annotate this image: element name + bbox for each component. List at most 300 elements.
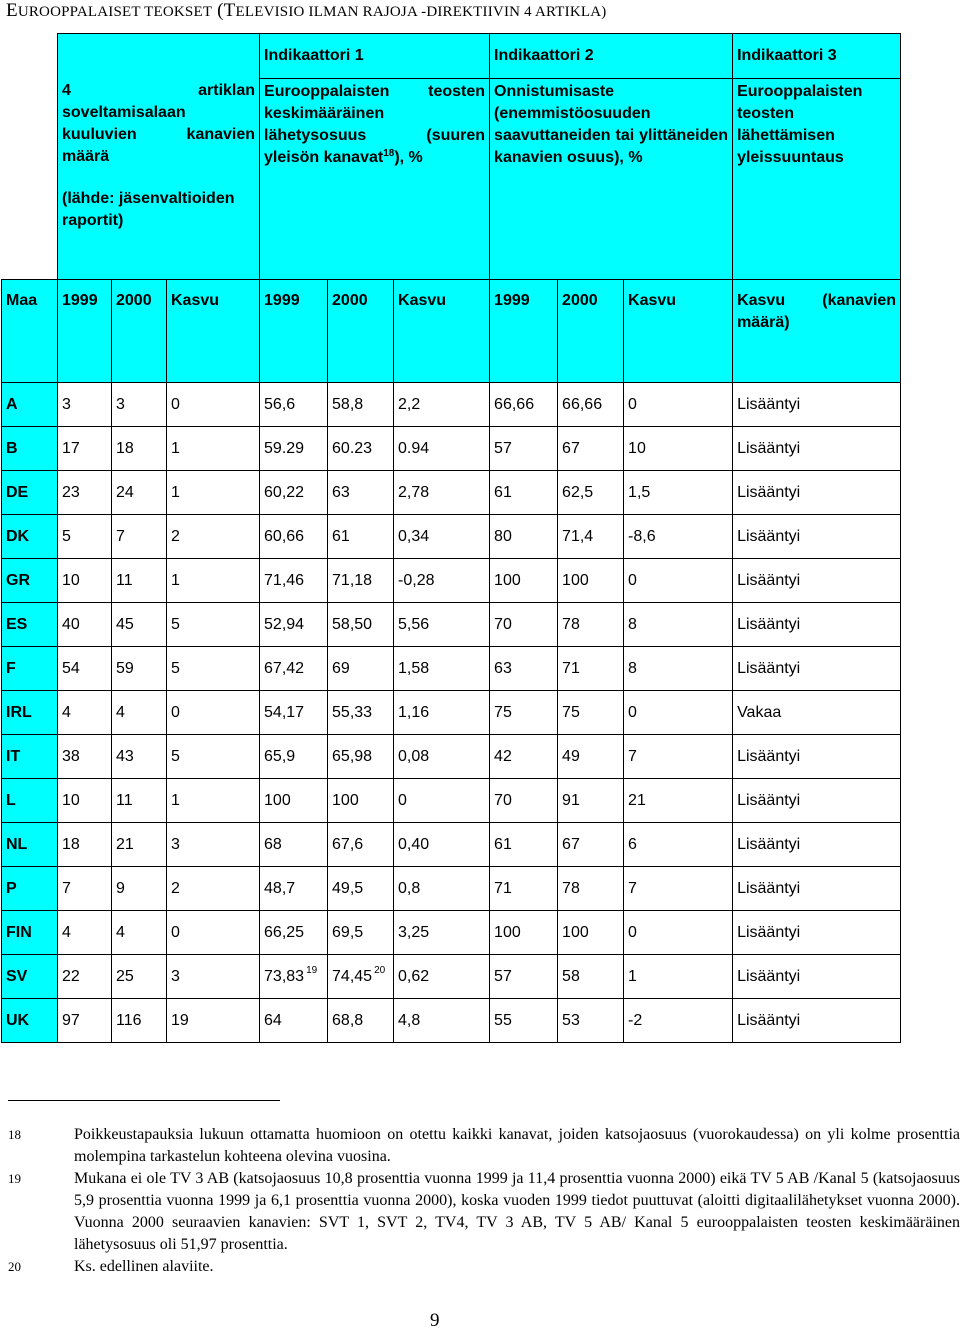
ind1-1999-value: 60,22 [264, 484, 305, 501]
ind2-1999-value: 42 [494, 748, 512, 765]
ind3-trend-value: Lisääntyi [737, 836, 801, 853]
channels-1999-cell [58, 823, 112, 867]
country-value: IT [6, 748, 21, 765]
ind2-2000-value: 100 [562, 924, 589, 941]
ind2-2000-cell [558, 911, 624, 955]
ind1-1999-cell [260, 911, 328, 955]
ind1-1999-value: 48,7 [264, 880, 296, 897]
ind1-kasvu-value: 0,08 [398, 748, 430, 765]
channels-kasvu-cell [167, 471, 260, 515]
ind1-2000-cell [328, 867, 394, 911]
ind1-kasvu-value: 2,2 [398, 396, 421, 413]
ind3-trend-cell [733, 515, 901, 559]
ind1-kasvu-cell [394, 427, 490, 471]
channels-1999-cell [58, 515, 112, 559]
ind1-1999-value: 73,83 [264, 968, 305, 985]
country-value: NL [6, 836, 28, 853]
channels-1999-value: 97 [62, 1012, 80, 1029]
ind1-2000-cell [328, 603, 394, 647]
channels-1999-value: 17 [62, 440, 80, 457]
ind2-kasvu-value: 1 [628, 968, 637, 985]
ind3-trend-cell [733, 427, 901, 471]
country-value: SV [6, 968, 28, 985]
ind1-1999-value: 59.29 [264, 440, 305, 457]
ind1-2000-value: 55,33 [332, 704, 373, 721]
footnote-number: 19 [8, 1171, 21, 1186]
ind1-kasvu-value: 0,40 [398, 836, 430, 853]
ind1-2000-value: 58,8 [332, 396, 364, 413]
channels-2000-cell [112, 691, 167, 735]
subheader-kasvu: Kasvu [167, 280, 260, 383]
ind1-kasvu-value: 1,16 [398, 704, 430, 721]
channels-1999-cell [58, 955, 112, 999]
ind1-1999-value: 66,25 [264, 924, 305, 941]
channels-2000-value: 21 [116, 836, 134, 853]
ind2-1999-value: 100 [494, 924, 521, 941]
ind1-1999-cell [260, 427, 328, 471]
ind2-1999-value: 66,66 [494, 396, 535, 413]
ind2-1999-cell [490, 867, 558, 911]
subheader-2000: 2000 [328, 280, 394, 383]
channels-kasvu-value: 2 [171, 880, 180, 897]
ind3-trend-cell [733, 999, 901, 1043]
ind2-kasvu-value: 6 [628, 836, 637, 853]
ind2-kasvu-cell [624, 955, 733, 999]
ind2-kasvu-cell [624, 779, 733, 823]
channels-kasvu-cell [167, 911, 260, 955]
channels-kasvu-cell [167, 735, 260, 779]
channels-2000-cell [112, 735, 167, 779]
ind3-trend-value: Lisääntyi [737, 924, 801, 941]
table-row [2, 603, 901, 647]
ind1-kasvu-cell [394, 735, 490, 779]
page-number: 9 [430, 1310, 440, 1331]
ind2-2000-cell [558, 427, 624, 471]
country-cell [2, 603, 58, 647]
ind1-2000-value: 63 [332, 484, 350, 501]
ind1-2000-cell [328, 383, 394, 427]
channels-kasvu-cell [167, 999, 260, 1043]
channels-2000-cell [112, 779, 167, 823]
ind2-kasvu-value: 1,5 [628, 484, 651, 501]
ind1-kasvu-cell [394, 691, 490, 735]
ind1-kasvu-cell [394, 383, 490, 427]
ind2-kasvu-cell [624, 999, 733, 1043]
ind1-kasvu-value: 0,34 [398, 528, 430, 545]
country-value: L [6, 792, 16, 809]
ind3-trend-value: Lisääntyi [737, 792, 801, 809]
ind1-1999-value: 100 [264, 792, 291, 809]
channels-2000-value: 45 [116, 616, 134, 633]
ind1-kasvu-cell [394, 471, 490, 515]
ind1-1999-cell [260, 559, 328, 603]
ind2-kasvu-cell [624, 471, 733, 515]
channels-kasvu-value: 0 [171, 704, 180, 721]
channels-2000-value: 4 [116, 924, 125, 941]
country-cell [2, 999, 58, 1043]
ind1-kasvu-cell [394, 559, 490, 603]
footnote-text: Ks. edellinen alaviite. [74, 1258, 214, 1275]
ind3-trend-value: Lisääntyi [737, 396, 801, 413]
ind2-1999-cell [490, 911, 558, 955]
ind2-1999-value: 57 [494, 968, 512, 985]
country-value: FIN [6, 924, 32, 941]
ind2-2000-value: 100 [562, 572, 589, 589]
table-row [2, 691, 901, 735]
channels-kasvu-value: 19 [171, 1012, 189, 1029]
ind3-trend-cell [733, 955, 901, 999]
ind1-2000-value: 49,5 [332, 880, 364, 897]
ind2-kasvu-value: -8,6 [628, 528, 656, 545]
ind2-kasvu-value: 8 [628, 616, 637, 633]
country-value: B [6, 440, 18, 457]
ind2-2000-value: 71 [562, 660, 580, 677]
ind1-2000-cell [328, 647, 394, 691]
channels-kasvu-cell [167, 559, 260, 603]
channels-1999-cell [58, 471, 112, 515]
ind2-kasvu-value: 10 [628, 440, 646, 457]
ind2-kasvu-value: 0 [628, 396, 637, 413]
channels-2000-value: 11 [116, 792, 133, 809]
ind3-trend-value: Lisääntyi [737, 1012, 801, 1029]
channels-kasvu-cell [167, 779, 260, 823]
channels-1999-value: 40 [62, 616, 80, 633]
country-cell [2, 867, 58, 911]
subheader-row [2, 280, 901, 383]
ind1-1999-cell [260, 823, 328, 867]
ind2-1999-value: 70 [494, 792, 512, 809]
ind2-1999-value: 63 [494, 660, 512, 677]
indicator-title-row [2, 34, 901, 79]
ind1-2000-cell [328, 515, 394, 559]
channels-1999-value: 54 [62, 660, 80, 677]
country-cell [2, 691, 58, 735]
ind2-kasvu-cell [624, 383, 733, 427]
channels-kasvu-cell [167, 691, 260, 735]
ind2-kasvu-value: 0 [628, 572, 637, 589]
ind1-1999-value: 52,94 [264, 616, 305, 633]
channels-kasvu-value: 3 [171, 968, 180, 985]
ind2-2000-cell [558, 691, 624, 735]
channels-2000-cell [112, 471, 167, 515]
country-cell [2, 383, 58, 427]
channels-kasvu-value: 0 [171, 396, 180, 413]
indicator-2-title: Indikaattori 2 [490, 34, 733, 79]
channels-2000-cell [112, 911, 167, 955]
ind2-kasvu-value: 8 [628, 660, 637, 677]
ind2-1999-cell [490, 515, 558, 559]
channels-1999-cell [58, 779, 112, 823]
subheader-2000: 2000 [112, 280, 167, 383]
table-row [2, 383, 901, 427]
ind2-kasvu-cell [624, 691, 733, 735]
channels-2000-value: 9 [116, 880, 125, 897]
ind2-kasvu-cell [624, 427, 733, 471]
ind1-1999-value: 71,46 [264, 572, 305, 589]
channels-kasvu-value: 5 [171, 660, 180, 677]
country-cell [2, 647, 58, 691]
channels-kasvu-cell [167, 383, 260, 427]
channels-kasvu-cell [167, 427, 260, 471]
channels-2000-cell [112, 383, 167, 427]
table-row [2, 823, 901, 867]
table-row [2, 779, 901, 823]
channel-count-header [58, 34, 260, 280]
ind2-kasvu-cell [624, 867, 733, 911]
ind1-kasvu-cell [394, 603, 490, 647]
country-value: GR [6, 572, 30, 589]
ind2-kasvu-cell [624, 603, 733, 647]
ind1-kasvu-cell [394, 823, 490, 867]
ind3-trend-cell [733, 691, 901, 735]
channels-1999-cell [58, 559, 112, 603]
ind2-kasvu-value: 7 [628, 748, 637, 765]
footnote-ref: 20 [374, 965, 386, 976]
ind1-2000-cell [328, 559, 394, 603]
empty-corner-cell [2, 34, 58, 280]
ind2-2000-value: 78 [562, 616, 580, 633]
ind1-1999-cell [260, 603, 328, 647]
ind3-trend-cell [733, 471, 901, 515]
subheader-kasvu: Kasvu [624, 280, 733, 383]
channels-1999-value: 10 [62, 792, 80, 809]
ind2-1999-value: 61 [494, 836, 512, 853]
ind2-2000-cell [558, 383, 624, 427]
channels-1999-value: 38 [62, 748, 80, 765]
ind1-kasvu-value: 4,8 [398, 1012, 421, 1029]
footnote-rule [8, 1100, 280, 1101]
subheader-1999: 1999 [260, 280, 328, 383]
channels-kasvu-cell [167, 515, 260, 559]
ind2-2000-value: 49 [562, 748, 580, 765]
channels-1999-cell [58, 999, 112, 1043]
ind2-kasvu-cell [624, 911, 733, 955]
channels-1999-cell [58, 867, 112, 911]
ind3-trend-value: Lisääntyi [737, 880, 801, 897]
ind1-kasvu-value: 0,8 [398, 880, 421, 897]
ind1-1999-cell [260, 779, 328, 823]
table-row [2, 559, 901, 603]
channels-1999-value: 4 [62, 924, 71, 941]
subheader-maa: Maa [2, 280, 58, 383]
ind1-1999-cell [260, 647, 328, 691]
ind3-trend-value: Lisääntyi [737, 484, 801, 501]
ind1-1999-cell [260, 691, 328, 735]
ind1-2000-value: 67,6 [332, 836, 364, 853]
ind1-1999-cell [260, 515, 328, 559]
country-cell [2, 955, 58, 999]
ind2-2000-cell [558, 603, 624, 647]
channels-2000-cell [112, 427, 167, 471]
country-value: UK [6, 1012, 30, 1029]
ind1-kasvu-value: 0 [398, 792, 407, 809]
channels-2000-value: 43 [116, 748, 134, 765]
ind2-kasvu-value: 0 [628, 924, 637, 941]
ind2-1999-cell [490, 691, 558, 735]
country-cell [2, 911, 58, 955]
indicator-1-description: Eurooppalaisten teosten keskimääräinen lähetysosuus (suuren yleisön kanavat$^{18}$), % [260, 79, 490, 280]
ind1-1999-cell [260, 735, 328, 779]
ind1-2000-value: 60.23 [332, 440, 373, 457]
ind2-2000-cell [558, 647, 624, 691]
channels-kasvu-value: 1 [171, 484, 180, 501]
ind1-kasvu-value: -0,28 [398, 572, 435, 589]
channels-1999-value: 23 [62, 484, 80, 501]
channels-1999-cell [58, 647, 112, 691]
channels-2000-cell [112, 955, 167, 999]
country-value: A [6, 396, 18, 413]
ind2-kasvu-cell [624, 559, 733, 603]
channels-kasvu-cell [167, 955, 260, 999]
ind1-1999-value: 60,66 [264, 528, 305, 545]
ind3-trend-value: Lisääntyi [737, 440, 801, 457]
ind1-2000-value: 61 [332, 528, 350, 545]
ind3-trend-cell [733, 383, 901, 427]
ind2-1999-value: 70 [494, 616, 512, 633]
ind1-2000-cell [328, 911, 394, 955]
ind1-2000-cell [328, 735, 394, 779]
ind1-2000-value: 71,18 [332, 572, 373, 589]
ind1-2000-cell [328, 779, 394, 823]
ind2-1999-cell [490, 823, 558, 867]
channels-2000-cell [112, 603, 167, 647]
country-value: IRL [6, 704, 32, 721]
channels-1999-value: 10 [62, 572, 80, 589]
ind1-kasvu-value: 5,56 [398, 616, 430, 633]
ind2-2000-cell [558, 955, 624, 999]
ind2-2000-cell [558, 559, 624, 603]
ind3-trend-cell [733, 867, 901, 911]
subheader-1999: 1999 [58, 280, 112, 383]
european-works-table [1, 33, 901, 1043]
channels-kasvu-value: 0 [171, 924, 180, 941]
ind3-trend-value: Lisääntyi [737, 660, 801, 677]
channels-kasvu-value: 1 [171, 572, 180, 589]
subheader-kasvu-kanavien: Kasvu (kanavien määrä) [733, 280, 901, 383]
footnote-number: 18 [8, 1127, 21, 1142]
ind2-kasvu-cell [624, 735, 733, 779]
ind2-2000-cell [558, 779, 624, 823]
ind3-trend-value: Lisääntyi [737, 528, 801, 545]
ind1-2000-cell [328, 999, 394, 1043]
channels-1999-cell [58, 911, 112, 955]
country-value: F [6, 660, 16, 677]
channels-1999-cell [58, 427, 112, 471]
channels-2000-value: 59 [116, 660, 134, 677]
ind3-trend-value: Lisääntyi [737, 968, 801, 985]
ind3-trend-value: Lisääntyi [737, 572, 801, 589]
ind1-kasvu-cell [394, 867, 490, 911]
indicator-1-title: Indikaattori 1 [260, 34, 490, 79]
ind1-1999-value: 64 [264, 1012, 282, 1029]
channels-1999-value: 22 [62, 968, 80, 985]
table-row [2, 999, 901, 1043]
ind2-2000-cell [558, 735, 624, 779]
ind1-2000-cell [328, 427, 394, 471]
ind3-trend-cell [733, 647, 901, 691]
ind1-kasvu-cell [394, 647, 490, 691]
indicator-3-description: Eurooppalaisten teosten lähettämisen yleissuuntaus [733, 79, 901, 280]
ind1-2000-value: 65,98 [332, 748, 373, 765]
channel-count-header-text: 4 artiklan soveltamisalaan kuuluvien kanavien määrä [62, 82, 256, 165]
ind2-1999-value: 75 [494, 704, 512, 721]
ind2-1999-cell [490, 735, 558, 779]
country-value: DE [6, 484, 29, 501]
ind2-2000-cell [558, 999, 624, 1043]
ind2-2000-value: 71,4 [562, 528, 594, 545]
channels-2000-cell [112, 999, 167, 1043]
ind1-1999-cell [260, 471, 328, 515]
channels-2000-value: 25 [116, 968, 134, 985]
ind2-2000-cell [558, 515, 624, 559]
ind1-1999-value: 65,9 [264, 748, 296, 765]
ind1-2000-value: 74,45 [332, 968, 373, 985]
ind2-1999-cell [490, 779, 558, 823]
ind2-1999-value: 80 [494, 528, 512, 545]
ind2-kasvu-cell [624, 823, 733, 867]
ind1-1999-value: 54,17 [264, 704, 305, 721]
channels-2000-value: 3 [116, 396, 125, 413]
table-row [2, 515, 901, 559]
ind1-1999-value: 68 [264, 836, 282, 853]
ind2-2000-cell [558, 471, 624, 515]
channels-1999-cell [58, 383, 112, 427]
ind3-trend-cell [733, 911, 901, 955]
channels-1999-cell [58, 691, 112, 735]
ind1-kasvu-cell [394, 999, 490, 1043]
ind1-2000-cell [328, 691, 394, 735]
ind2-kasvu-value: 21 [628, 792, 646, 809]
table-row [2, 471, 901, 515]
ind2-1999-value: 71 [494, 880, 512, 897]
ind1-2000-cell [328, 823, 394, 867]
ind1-2000-value: 69 [332, 660, 350, 677]
channels-1999-value: 7 [62, 880, 71, 897]
subheader-2000: 2000 [558, 280, 624, 383]
footnote-text: Mukana ei ole TV 3 AB (katsojaosuus 10,8 prosenttia vuonna 1999 ja 11,4 prosenttia vuonna 2000) eikä TV 5 AB /Kanal 5 (katsojaosuus 5,9 prosenttia vuonna 1999 ja 6,1 prosenttia vuonna 2000), koska vuoden 1999 tiedot puuttuvat (aloitti digitaalilähetykset vuonna 2000). Vuonna 2000 seuraavien kanavien: SVT 1, SVT 2, TV4, TV 3 AB, TV 5 AB/ Kanal 5 eurooppalaisten teosten keskimääräinen lähetysosuus oli 51,97 prosenttia. [74, 1170, 960, 1253]
subheader-kasvu: Kasvu [394, 280, 490, 383]
channels-1999-value: 3 [62, 396, 71, 413]
ind3-trend-cell [733, 735, 901, 779]
ind1-kasvu-cell [394, 911, 490, 955]
channels-1999-value: 18 [62, 836, 80, 853]
ind2-2000-value: 78 [562, 880, 580, 897]
indicator-2-description: Onnistumisaste (enemmistöosuuden saavuttaneiden tai ylittäneiden kanavien osuus), % [490, 79, 733, 280]
ind1-2000-cell [328, 955, 394, 999]
ind1-1999-cell [260, 383, 328, 427]
ind3-trend-value: Vakaa [737, 704, 782, 721]
ind1-1999-cell [260, 999, 328, 1043]
ind1-1999-cell [260, 867, 328, 911]
channels-kasvu-cell [167, 603, 260, 647]
country-cell [2, 427, 58, 471]
channels-kasvu-value: 5 [171, 616, 180, 633]
ind1-2000-value: 58,50 [332, 616, 373, 633]
ind2-kasvu-cell [624, 515, 733, 559]
ind2-2000-cell [558, 823, 624, 867]
ind2-1999-cell [490, 383, 558, 427]
ind2-2000-cell [558, 867, 624, 911]
ind2-kasvu-value: 7 [628, 880, 637, 897]
ind3-trend-cell [733, 779, 901, 823]
ind2-1999-cell [490, 603, 558, 647]
ind2-1999-value: 61 [494, 484, 512, 501]
ind1-2000-cell [328, 471, 394, 515]
ind2-1999-cell [490, 471, 558, 515]
country-value: DK [6, 528, 30, 545]
channels-kasvu-cell [167, 867, 260, 911]
ind2-1999-cell [490, 647, 558, 691]
